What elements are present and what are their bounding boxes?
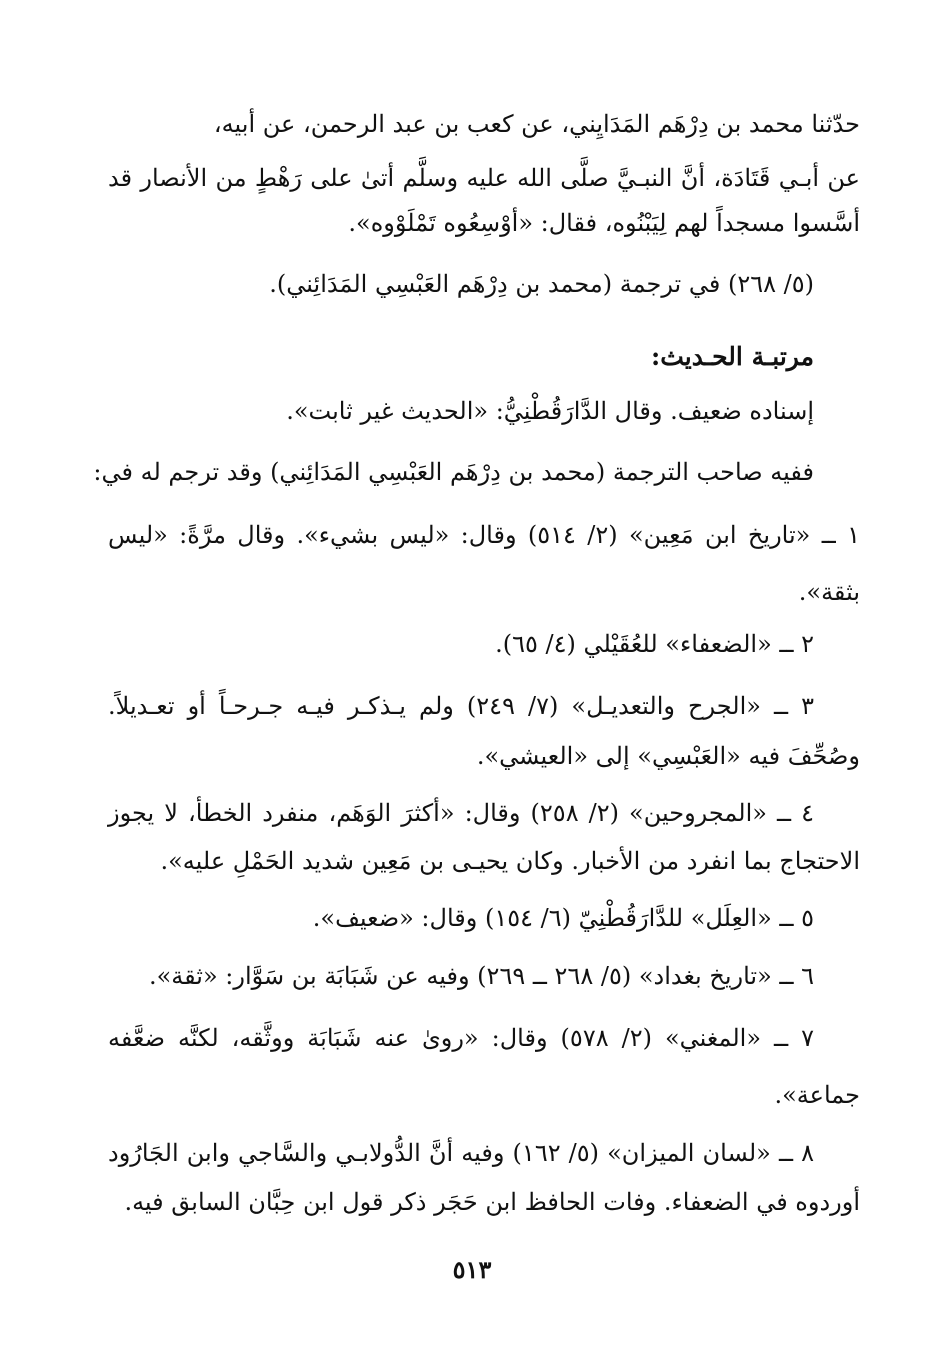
- page-number: ٥١٣: [452, 1255, 492, 1284]
- text-line: حدّثنا محمد بن دِرْهَم المَدَايِني، عن كعب بن عبد الرحمن، عن أبيه،: [213, 110, 860, 138]
- text-line: بثقة».: [798, 578, 860, 606]
- text-line: إسناده ضعيف. وقال الدَّارَقُطْنِيُّ: «الحديث غير ثابت».: [286, 397, 814, 425]
- list-item: ٦ ــ «تاريخ بغداد» (٥/ ٢٦٨ ــ ٢٦٩) وفيه عن شَبَابَة بن سَوَّار: «ثقة».: [148, 962, 814, 990]
- list-item: ٥ ــ «العِلَل» للدَّارَقُطْنِيّ (٦/ ١٥٤) وقال: «ضعيف».: [312, 904, 814, 932]
- text-line: (٥/ ٢٦٨) في ترجمة (محمد بن دِرْهَم العَبْسِي المَدَائِني).: [269, 270, 814, 298]
- list-item: ٣ ــ «الجرح والتعديـل» (٧/ ٢٤٩) ولم يـذكـر فيـه جـرحـاً أو تعـديلاً.: [108, 692, 815, 720]
- text-line: جماعة».: [774, 1081, 860, 1109]
- list-item: ١ ــ «تاريخ ابن مَعِين» (٢/ ٥١٤) وقال: «ليس بشيء». وقال مرَّةً: «ليس: [108, 521, 860, 549]
- text-line: الاحتجاج بما انفرد من الأخبار. وكان يحيـى بن مَعِين شديد الحَمْلِ عليه».: [160, 847, 860, 875]
- text-line: وصُحِّفَ فيه «العَبْسِي» إلى «العيشي».: [476, 742, 860, 770]
- text-line: عن أبـي قَتَادَة، أنَّ النبـيَّ صلَّى الله عليه وسلَّم أتىٰ على رَهْطٍ من الأنصار قد: [108, 164, 860, 192]
- list-item: ٢ ــ «الضعفاء» للعُقَيْلي (٤/ ٦٥).: [495, 630, 814, 658]
- section-heading: مرتبـة الحـديث:: [650, 342, 814, 371]
- list-item: ٤ ــ «المجروحين» (٢/ ٢٥٨) وقال: «أكثرَ الوَهَم، منفرد الخطأ، لا يجوز: [108, 799, 815, 827]
- text-line: أسَّسوا مسجداً لهم لِيَبْنُوه، فقال: «أوْسِعُوه تَمْلَوْوه».: [348, 209, 860, 237]
- text-line: ففيه صاحب الترجمة (محمد بن دِرْهَم العَبْسِي المَدَائِني) وقد ترجم له في:: [93, 458, 814, 486]
- list-item: ٨ ــ «لسان الميزان» (٥/ ١٦٢) وفيه أنَّ الدُّولابـي والسَّاجي وابن الجَارُود: [108, 1139, 814, 1167]
- text-line: أوردوه في الضعفاء. وفات الحافظ ابن حَجَر ذكر قول ابن حِبَّان السابق فيه.: [124, 1188, 860, 1216]
- list-item: ٧ ــ «المغني» (٢/ ٥٧٨) وقال: «روىٰ عنه شَبَابَة ووثَّقه، لكنَّه ضعَّفه: [108, 1024, 815, 1052]
